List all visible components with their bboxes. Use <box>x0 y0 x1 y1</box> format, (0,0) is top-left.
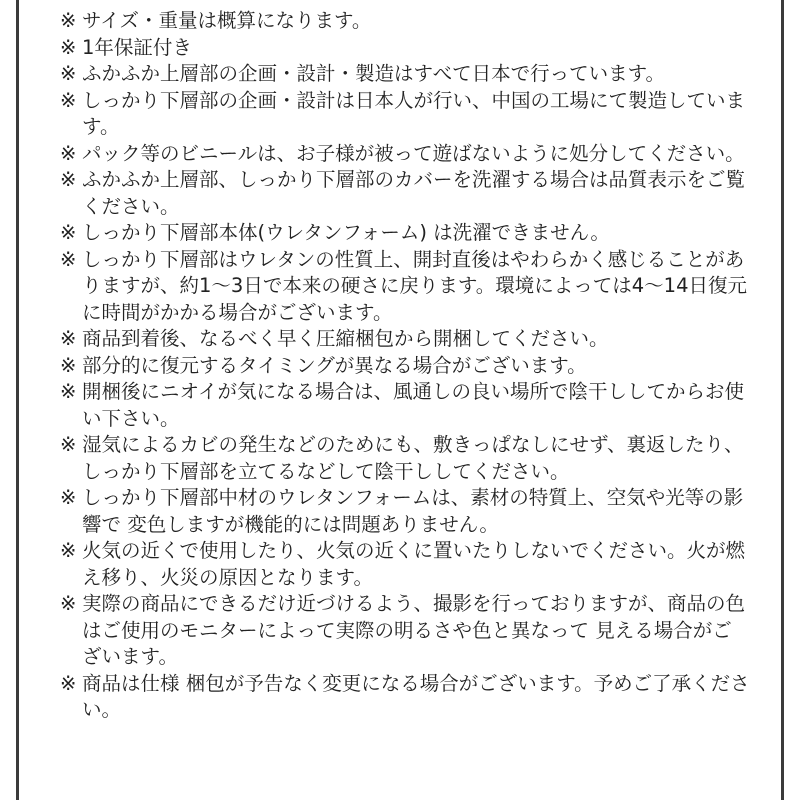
note-mark: ※ <box>60 592 77 615</box>
note-item <box>60 353 750 380</box>
frame-border-left <box>16 0 19 800</box>
note-text: 商品到着後、なるべく早く圧縮梱包から開梱してください。 <box>82 327 609 350</box>
note-text: しっかり下層部はウレタンの性質上、開封直後はやわらかく感じることがありますが、約1～3日で本来の硬さに戻ります。環境によっては4～14日復元に時間がかかる場合がございます。 <box>82 247 747 324</box>
note-text: 実際の商品にできるだけ近づけるよう、撮影を行っておりますが、商品の色はご使用のモニターによって実際の明るさや色と異なって 見える場合がございます。 <box>82 592 746 668</box>
note-text: ふかふか上層部、しっかり下層部のカバーを洗濯する場合は品質表示をご覧ください。 <box>82 168 746 218</box>
note-text: サイズ・重量は概算になります。 <box>82 9 372 32</box>
note-text: 火気の近くで使用したり、火気の近くに置いたりしないでください。火が燃え移り、火災の原因となります。 <box>82 539 746 589</box>
note-text: ふかふか上層部の企画・設計・製造はすべて日本で行っています。 <box>82 62 666 85</box>
note-item <box>60 671 750 724</box>
note-text: 部分的に復元するタイミングが異なる場合がございます。 <box>82 353 587 377</box>
note-mark: ※ <box>60 62 77 85</box>
note-item <box>60 61 750 88</box>
note-text: パック等のビニールは、お子様が被って遊ばないように処分してください。 <box>82 141 745 165</box>
note-item <box>60 432 750 485</box>
note-mark: ※ <box>60 353 77 377</box>
note-item <box>60 247 750 327</box>
note-mark: ※ <box>60 141 77 165</box>
note-text: 1年保証付き <box>82 35 192 59</box>
note-text: 開梱後にニオイが気になる場合は、風通しの良い場所で陰干ししてからお使い下さい。 <box>82 380 745 430</box>
note-item <box>60 88 750 141</box>
note-mark: ※ <box>60 88 77 112</box>
note-item <box>60 379 750 432</box>
note-mark: ※ <box>60 327 77 350</box>
note-mark: ※ <box>60 221 77 244</box>
note-mark: ※ <box>60 9 77 32</box>
note-text: 商品は仕様 梱包が予告なく変更になる場合がございます。予めご了承ください。 <box>82 671 750 721</box>
note-text: しっかり下層部の企画・設計は日本人が行い、中国の工場にて製造しています。 <box>82 88 746 138</box>
note-mark: ※ <box>60 486 77 509</box>
frame-border-right <box>781 0 784 800</box>
note-mark: ※ <box>60 539 77 562</box>
note-item <box>60 35 750 62</box>
note-item <box>60 326 750 353</box>
note-mark: ※ <box>60 35 77 59</box>
notes-list <box>60 8 750 724</box>
note-mark: ※ <box>60 433 77 456</box>
note-item <box>60 220 750 247</box>
note-item <box>60 167 750 220</box>
note-mark: ※ <box>60 247 77 271</box>
note-text: しっかり下層部本体(ウレタンフォーム) は洗濯できません。 <box>82 221 610 244</box>
note-mark: ※ <box>60 380 77 403</box>
note-item <box>60 8 750 35</box>
note-item <box>60 538 750 591</box>
note-text: 湿気によるカビの発生などのためにも、敷きっぱなしにせず、裏返したり、しっかり下層部を立てるなどして陰干ししてください。 <box>82 433 744 483</box>
note-item <box>60 591 750 671</box>
note-item <box>60 141 750 168</box>
note-mark: ※ <box>60 671 77 695</box>
note-item <box>60 485 750 538</box>
note-mark: ※ <box>60 168 77 191</box>
note-text: しっかり下層部中材のウレタンフォームは、素材の特質上、空気や光等の影響で 変色しますが機能的には問題ありません。 <box>82 486 744 536</box>
